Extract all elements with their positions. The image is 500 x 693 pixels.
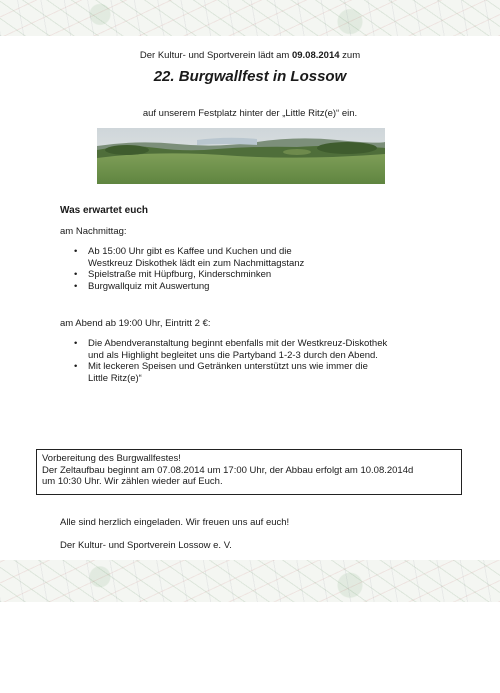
notice-title: Vorbereitung des Burgwallfestes! xyxy=(42,453,181,464)
list-item-text: Little Ritz(e)“ xyxy=(88,372,142,384)
landscape-photo xyxy=(97,128,385,184)
map-pattern-footer xyxy=(0,560,500,602)
subtitle: auf unserem Festplatz hinter der „Little Ritz(e)“ ein. xyxy=(142,108,358,119)
list-item: • Spielstraße mit Hüpfburg, Kinderschminken xyxy=(74,269,414,281)
list-item-text: Mit leckeren Speisen und Getränken unterstützt uns wie immer die xyxy=(88,361,368,372)
list-item-text: Die Abendveranstaltung beginnt ebenfalls mit der Westkreuz-Diskothek xyxy=(88,338,388,349)
list-item xyxy=(74,338,414,361)
intro-date: 09.08.2014 xyxy=(291,50,340,61)
intro-prefix: Der Kultur- und Sportverein lädt am xyxy=(139,50,290,61)
intro-suffix: zum xyxy=(342,50,361,61)
map-pattern-header xyxy=(0,0,500,36)
list-item-text: Westkreuz Diskothek lädt ein zum Nachmittagstanz xyxy=(88,257,305,269)
signature: Der Kultur- und Sportverein Lossow e. V. xyxy=(60,540,232,551)
notice-text: Der Zeltaufbau beginnt am 07.08.2014 um 17:00 Uhr, der Abbau erfolgt am 10.08.2014d xyxy=(42,464,414,476)
notice-text: um 10:30 Uhr. Wir zählen wieder auf Euch. xyxy=(42,476,223,487)
intro-line xyxy=(0,50,500,61)
afternoon-list xyxy=(74,246,414,292)
list-item-text: und als Highlight begleitet uns die Partyband 1-2-3 durch den Abend. xyxy=(88,349,378,361)
list-item xyxy=(74,361,414,384)
evening-list xyxy=(74,338,414,384)
afternoon-label: am Nachmittag: xyxy=(60,226,127,237)
notice-box xyxy=(36,449,462,495)
list-item xyxy=(74,246,414,269)
page-title: 22. Burgwallfest in Lossow xyxy=(153,68,347,85)
evening-label: am Abend ab 19:00 Uhr, Eintritt 2 €: xyxy=(60,318,211,329)
program-heading: Was erwartet euch xyxy=(60,205,148,216)
closing-invite: Alle sind herzlich eingeladen. Wir freuen uns auf euch! xyxy=(60,517,290,528)
list-item: • Burgwallquiz mit Auswertung xyxy=(74,281,414,293)
list-item-text: Ab 15:00 Uhr gibt es Kaffee und Kuchen und die xyxy=(88,246,292,257)
